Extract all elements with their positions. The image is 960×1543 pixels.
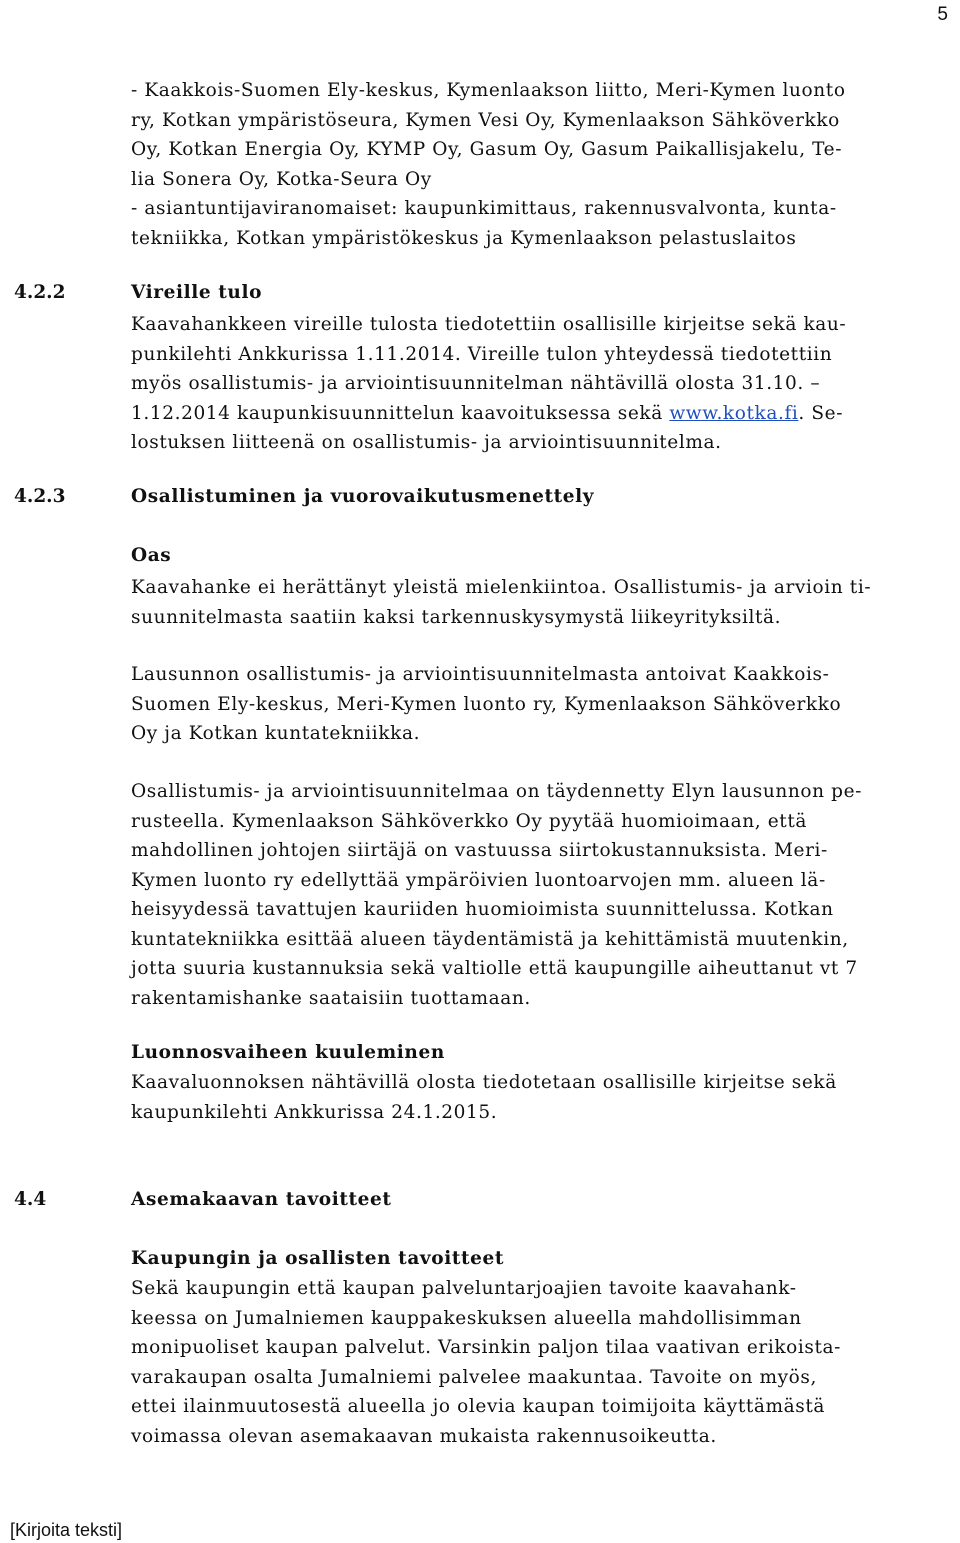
subheading-oas: Oas — [131, 545, 172, 566]
text-line: rusteella. Kymenlaakson Sähköverkko Oy pyytää huomioimaan, että — [131, 810, 807, 832]
text-line: varakaupan osalta Jumalniemi palvelee maakuntaa. Tavoite on myös, — [131, 1366, 817, 1388]
section-number-4-2-3: 4.2.3 — [14, 486, 66, 507]
text-line: lostuksen liitteenä on osallistumis- ja arviointisuunnitelma. — [131, 432, 722, 453]
text-line: kaupunkilehti Ankkurissa 24.1.2015. — [131, 1101, 498, 1123]
text-line: heisyydessä tavattujen kauriiden huomioimista suunnittelussa. Kotkan — [131, 899, 834, 920]
text-line: punkilehti Ankkurissa 1.11.2014. Vireille tulon yhteydessä tiedotettiin — [131, 343, 833, 365]
intro-participants-list — [131, 76, 941, 253]
text-line: Kaavahanke ei herättänyt yleistä mielenkiintoa. Osallistumis- ja arvioin ti- — [131, 577, 872, 598]
text-line: Kaavahankkeen vireille tulosta tiedotettiin osallisille kirjeitse sekä kau- — [131, 314, 847, 335]
subheading-luonnosvaihe: Luonnosvaiheen kuuleminen — [131, 1042, 445, 1063]
text-line: ry, Kotkan ympäristöseura, Kymen Vesi Oy, Kymenlaakson Sähköverkko — [131, 109, 840, 131]
section-4-2-2-body — [131, 310, 941, 458]
text-line: Oy ja Kotkan kuntatekniikka. — [131, 723, 421, 744]
goals-paragraph — [131, 1274, 941, 1451]
text-line-with-link — [131, 399, 941, 429]
text-line: monipuoliset kaupan palvelut. Varsinkin paljon tilaa vaativan erikoista- — [131, 1337, 842, 1358]
text-line: jotta suuria kustannuksia sekä valtiolle että kaupungille aiheuttanut vt 7 — [131, 958, 858, 979]
text-line: kuntatekniikka esittää alueen täydentämistä ja kehittämistä muutenkin, — [131, 928, 849, 950]
text-line: rakentamishanke saataisiin tuottamaan. — [131, 987, 531, 1009]
text-line: Suomen Ely-keskus, Meri-Kymen luonto ry, Kymenlaakson Sähköverkko — [131, 693, 842, 715]
section-title-asemakaavan-tavoitteet: Asemakaavan tavoitteet — [131, 1189, 392, 1210]
section-title-osallistuminen: Osallistuminen ja vuorovaikutusmenettely — [131, 486, 595, 507]
oas-paragraph — [131, 573, 941, 632]
text-line: keessa on Jumalniemen kauppakeskuksen alueella mahdollisimman — [131, 1307, 802, 1329]
text-line: Osallistumis- ja arviointisuunnitelmaa on täydennetty Elyn lausunnon pe- — [131, 781, 862, 802]
subheading-kaupungin-tavoitteet: Kaupungin ja osallisten tavoitteet — [131, 1248, 505, 1269]
text-line: - Kaakkois-Suomen Ely-keskus, Kymenlaakson liitto, Meri-Kymen luonto — [131, 80, 846, 101]
text-line: Kaavaluonnoksen nähtävillä olosta tiedotetaan osallisille kirjeitse sekä — [131, 1072, 837, 1093]
text-segment: 1.12.2014 kaupunkisuunnittelun kaavoituksessa sekä — [131, 402, 670, 424]
section-number-4-2-2: 4.2.2 — [14, 282, 66, 303]
supplement-paragraph — [131, 777, 941, 1013]
section-number-4-4: 4.4 — [14, 1189, 47, 1210]
text-line: Lausunnon osallistumis- ja arviointisuunnitelmasta antoivat Kaakkois- — [131, 664, 830, 685]
page-number: 5 — [937, 4, 948, 25]
section-title-vireille-tulo: Vireille tulo — [131, 282, 263, 303]
kotka-website-link[interactable]: www.kotka.fi — [669, 402, 799, 424]
statement-paragraph — [131, 660, 941, 749]
footer-placeholder: [Kirjoita teksti] — [10, 1520, 123, 1540]
text-line: voimassa olevan asemakaavan mukaista rakennusoikeutta. — [131, 1425, 717, 1447]
text-line: ettei ilainmuutosestä alueella jo olevia kaupan toimijoita käyttämästä — [131, 1396, 826, 1417]
text-line: lia Sonera Oy, Kotka-Seura Oy — [131, 168, 432, 190]
text-line: Kymen luonto ry edellyttää ympäröivien luontoarvojen mm. alueen lä- — [131, 869, 826, 891]
text-line: Oy, Kotkan Energia Oy, KYMP Oy, Gasum Oy, Gasum Paikallisjakelu, Te- — [131, 139, 843, 160]
text-line: Sekä kaupungin että kaupan palveluntarjoajien tavoite kaavahank- — [131, 1278, 797, 1299]
text-line: suunnitelmasta saatiin kaksi tarkennuskysymystä liikeyrityksiltä. — [131, 606, 782, 628]
text-line: - asiantuntijaviranomaiset: kaupunkimittaus, rakennusvalvonta, kunta- — [131, 198, 837, 219]
text-segment: . Se- — [798, 402, 844, 424]
text-line: tekniikka, Kotkan ympäristökeskus ja Kymenlaakson pelastuslaitos — [131, 227, 797, 249]
text-line: mahdollinen johtojen siirtäjä on vastuussa siirtokustannuksista. Meri- — [131, 840, 828, 861]
text-line: myös osallistumis- ja arviointisuunnitelman nähtävillä olosta 31.10. – — [131, 373, 821, 394]
draft-paragraph — [131, 1068, 941, 1127]
